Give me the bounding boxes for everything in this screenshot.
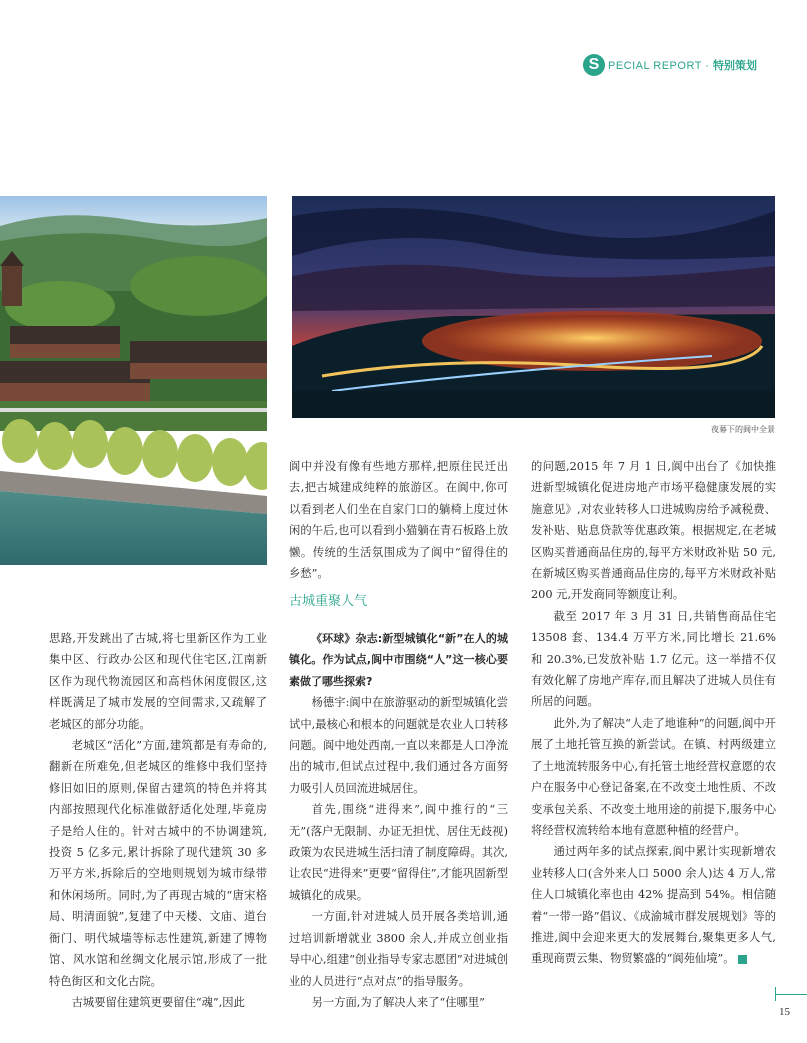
- paragraph: 首先,围绕“进得来”,阆中推行的“三无”(落户无限制、办证无担忧、居住无歧视)政策为农民进城生活扫清了制度障碍。其次,让农民“进得来”更要“留得住”,才能巩固新型城镇化的成果。: [289, 803, 508, 902]
- end-mark-icon: [738, 955, 747, 964]
- interview-question: 《环球》杂志:新型城镇化“新”在人的城镇化。作为试点,阆中市围绕“人”这一核心要素做了哪些探索?: [289, 632, 508, 688]
- column-2-text: [289, 628, 508, 1013]
- paragraph: 思路,开发跳出了古城,将七里新区作为工业集中区、行政办公区和现代住宅区,江南新区作为现代物流园区和高档休闲度假区,这样既满足了城市发展的空间需求,又疏解了老城区的部分功能。: [49, 632, 267, 731]
- night-panorama-photo: [292, 196, 775, 418]
- column-2-top-text: [289, 456, 508, 584]
- paragraph: 老城区“活化”方面,建筑都是有寿命的,翻新在所难免,但老城区的维修中我们坚持修旧如旧的原则,保留古建筑的特色并将其内部按照现代化标准做舒适化处理,毕竟房子是给人住的。针对古城中的不协调建筑,投资 5 亿多元,累计拆除了现代建筑 30 多万平方米,拆除后的空地则规划为城市绿带和休闲场所。同时,为了再现古城的“唐宋格局、明清面貌”,复建了中天楼、文庙、道台衙门、明代城墙等标志性建筑,新建了博物馆、风水馆和丝绸文化展示馆,形成了一批特色街区和文化古院。: [49, 739, 267, 988]
- paragraph: 截至 2017 年 3 月 31 日,共销售商品住宅 13508 套、134.4 万平方米,同比增长 21.6% 和 20.3%,已发放补贴 1.7 亿元。这一举措不仅有效化解了房地产库存,而且解决了进城人员住有所居的问题。: [531, 609, 776, 709]
- page-header: [583, 50, 757, 80]
- column-1-text: [49, 628, 267, 1013]
- photo-caption: 夜幕下的阆中全景: [711, 425, 775, 434]
- footer-rule: [775, 994, 807, 995]
- paragraph: 古城要留住建筑更要留住“魂”,因此: [71, 995, 245, 1009]
- paragraph: 一方面,针对进城人员开展各类培训,通过培训新增就业 3800 余人,并成立创业指导中心,组建“创业指导专家志愿团”对进城创业的人员进行“点对点”的指导服务。: [289, 910, 508, 988]
- column-3-text: [531, 456, 776, 970]
- special-report-logo: S: [583, 54, 605, 76]
- paragraph: 阆中并没有像有些地方那样,把原住民迁出去,把古城建成纯粹的旅游区。在阆中,你可以看到老人们坐在自家门口的躺椅上度过休闲的午后,也可以看到小猫躺在青石板路上放懒。传统的生活氛围成为了阆中“留得住的乡愁”。: [289, 460, 508, 581]
- paragraph: 另一方面,为了解决人来了“住哪里”: [311, 995, 485, 1009]
- paragraph: 通过两年多的试点探索,阆中累计实现新增农业转移人口(含外来人口 5000 余人)达 4 万人,常住人口城镇化率也由 42% 提高到 54%。相信随着“一带一路”倡议、《成渝城市群发展规划》等的推进,阆中会迎来更大的发展舞台,聚集更多人气,重现商贾云集、物贸繁盛的“阆苑仙境”。: [531, 845, 776, 966]
- paragraph: 此外,为了解决“人走了地谁种”的问题,阆中开展了土地托管互换的新尝试。在镇、村两级建立了土地流转服务中心,有托管土地经营权意愿的农户在服务中心登记备案,在不改变土地性质、不改变承包关系、不改变土地用途的前提下,服务中心将经营权流转给本地有意愿种植的经营户。: [531, 716, 776, 837]
- paragraph: 的问题,2015 年 7 月 1 日,阆中出台了《加快推进新型城镇化促进房地产市场平稳健康发展的实施意见》,对农业转移人口进城购房给予减税费、发补贴、贴息贷款等优惠政策。根据规定,在老城区购买普通商品住房的,每平方米财政补贴 50 元,在新城区购买普通商品住房的,每平方米财政补贴 200 元,开发商同等额度让利。: [531, 460, 776, 602]
- page-number: 15: [779, 1006, 790, 1018]
- paragraph: 杨德宇:阆中在旅游驱动的新型城镇化尝试中,最核心和根本的问题就是农业人口转移问题。阆中地处西南,一直以来都是人口净流出的城市,但试点过程中,我们通过各方面努力吸引人员回流进城居住。: [289, 696, 508, 795]
- header-title: PECIAL REPORT · 特别策划: [608, 60, 757, 72]
- section-title: 古城重聚人气: [289, 593, 368, 608]
- ancient-town-photo: [0, 196, 267, 565]
